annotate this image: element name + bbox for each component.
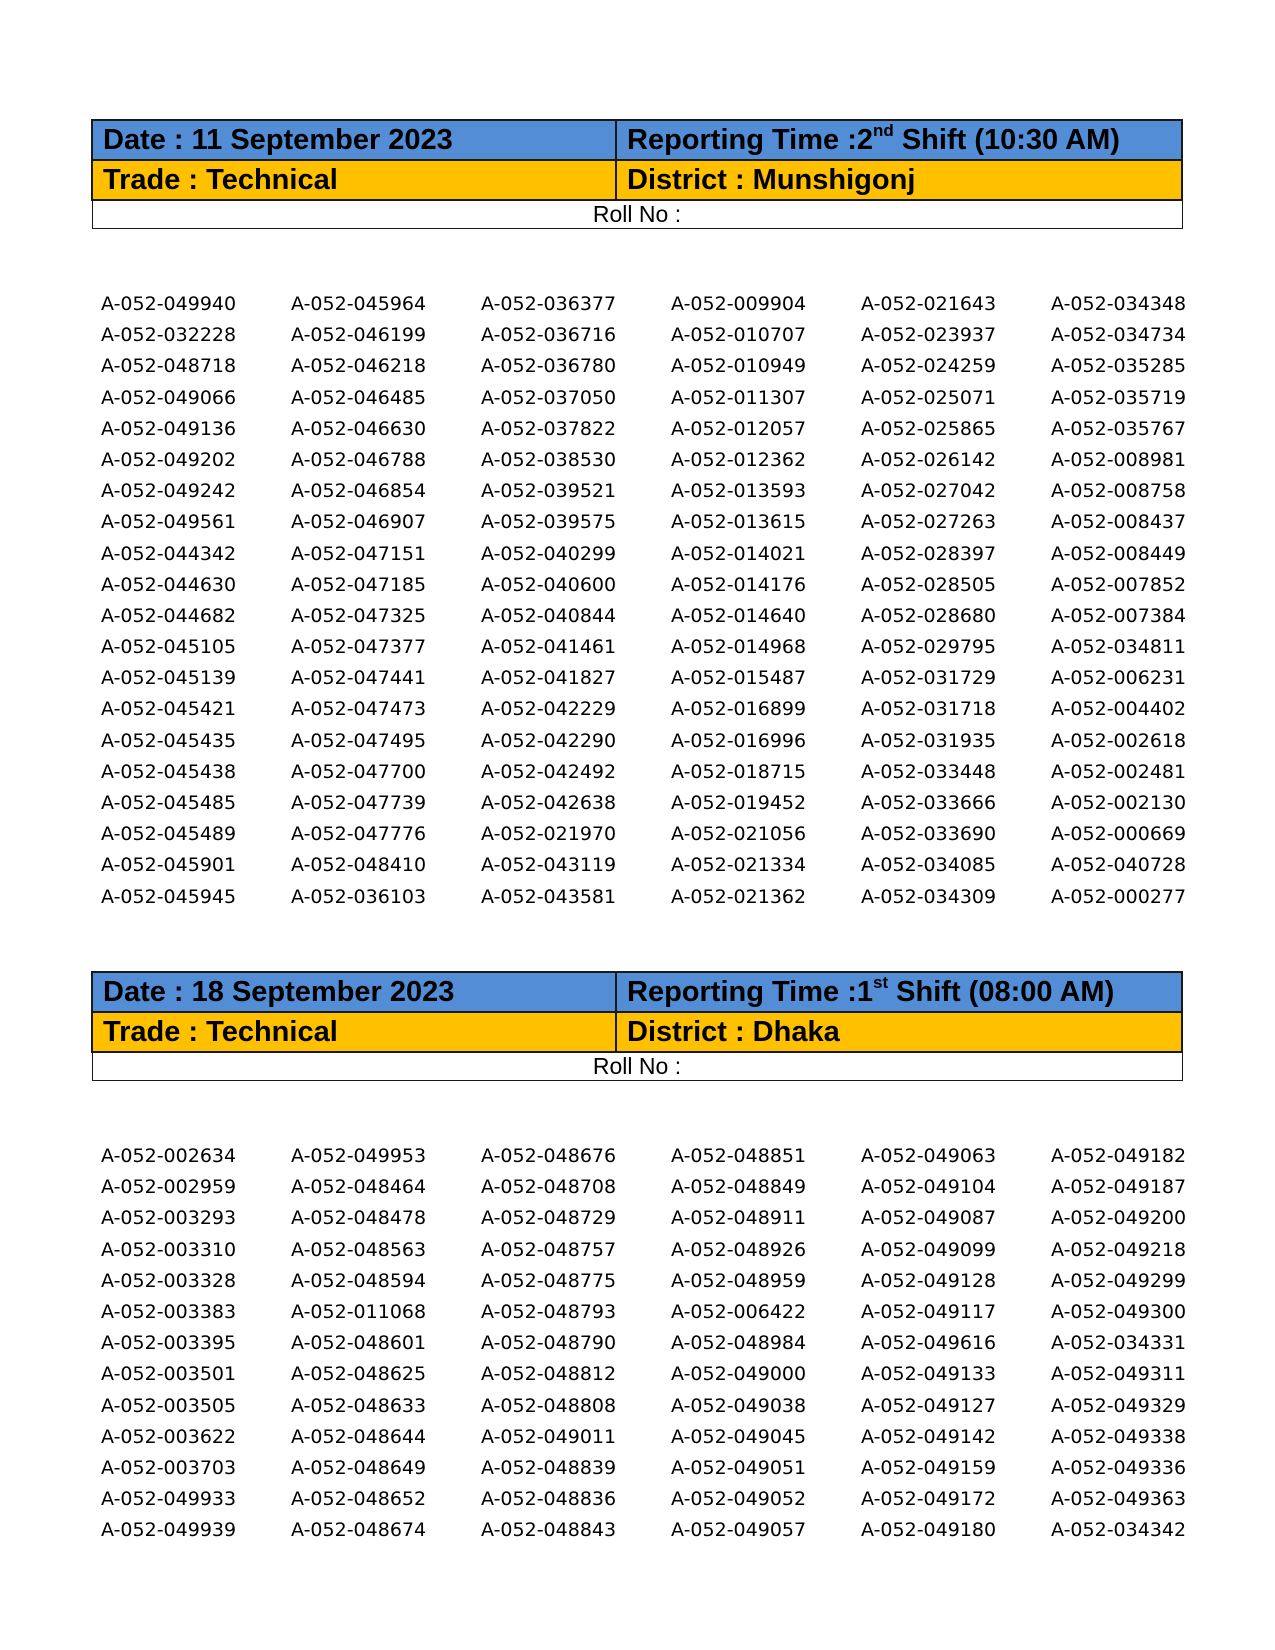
roll-number: A-052-003293 — [101, 1207, 237, 1230]
roll-number: A-052-027263 — [861, 511, 997, 534]
roll-number: A-052-048836 — [481, 1488, 617, 1511]
reporting-time-cell — [616, 120, 1182, 160]
roll-number: A-052-049057 — [671, 1519, 807, 1542]
roll-number: A-052-042290 — [481, 729, 617, 752]
roll-number: A-052-007852 — [1051, 573, 1187, 596]
roll-number: A-052-008449 — [1051, 542, 1187, 565]
roll-number: A-052-048718 — [101, 355, 237, 378]
roll-number: A-052-007384 — [1051, 604, 1187, 627]
roll-number: A-052-049000 — [671, 1363, 807, 1386]
roll-number: A-052-049011 — [481, 1425, 617, 1448]
roll-number: A-052-010949 — [671, 355, 807, 378]
roll-number: A-052-003328 — [101, 1269, 237, 1292]
roll-number: A-052-048839 — [481, 1456, 617, 1479]
roll-number: A-052-049133 — [861, 1363, 997, 1386]
roll-number: A-052-044342 — [101, 542, 237, 565]
roll-number: A-052-024259 — [861, 355, 997, 378]
roll-number: A-052-003622 — [101, 1425, 237, 1448]
roll-number: A-052-003395 — [101, 1332, 237, 1355]
date-label: Date : 18 September 2023 — [103, 975, 455, 1008]
roll-number: A-052-040844 — [481, 604, 617, 627]
trade-label: Trade : Technical — [103, 163, 338, 196]
district-label: District : Munshigonj — [627, 163, 916, 196]
roll-number: A-052-021334 — [671, 854, 807, 877]
roll-number: A-052-041827 — [481, 667, 617, 690]
roll-number: A-052-048594 — [291, 1269, 427, 1292]
roll-number: A-052-012057 — [671, 417, 807, 440]
roll-number: A-052-049933 — [101, 1488, 237, 1511]
roll-number: A-052-039521 — [481, 480, 617, 503]
roll-number: A-052-033690 — [861, 823, 997, 846]
reporting-time-cell — [616, 972, 1182, 1012]
roll-number: A-052-027042 — [861, 480, 997, 503]
roll-number: A-052-040299 — [481, 542, 617, 565]
roll-number: A-052-046218 — [291, 355, 427, 378]
reporting-time-prefix: Reporting Time :2 — [627, 123, 873, 156]
roll-number: A-052-049202 — [101, 448, 237, 471]
roll-number: A-052-034348 — [1051, 293, 1187, 315]
roll-number: A-052-045901 — [101, 854, 237, 877]
roll-number: A-052-049127 — [861, 1394, 997, 1417]
roll-number: A-052-003703 — [101, 1456, 237, 1479]
roll-number: A-052-048464 — [291, 1176, 427, 1199]
roll-number: A-052-049329 — [1051, 1394, 1187, 1417]
trade-cell — [92, 1012, 616, 1052]
roll-number: A-052-048849 — [671, 1176, 807, 1199]
roll-number: A-052-046907 — [291, 511, 427, 534]
roll-number: A-052-021056 — [671, 823, 807, 846]
roll-number: A-052-049242 — [101, 480, 237, 503]
roll-number: A-052-003310 — [101, 1238, 237, 1261]
roll-number: A-052-049939 — [101, 1519, 237, 1542]
roll-number: A-052-049045 — [671, 1425, 807, 1448]
roll-number: A-052-047441 — [291, 667, 427, 690]
roll-number: A-052-048649 — [291, 1456, 427, 1479]
roll-number: A-052-040728 — [1051, 854, 1187, 877]
roll-number: A-052-048843 — [481, 1519, 617, 1542]
roll-number: A-052-016996 — [671, 729, 807, 752]
trade-label: Trade : Technical — [103, 1015, 338, 1048]
roll-number: A-052-046854 — [291, 480, 427, 503]
roll-number: A-052-010707 — [671, 324, 807, 347]
roll-number: A-052-034734 — [1051, 324, 1187, 347]
reporting-time-suffix: Shift (10:30 AM) — [893, 123, 1120, 156]
roll-number: A-052-047739 — [291, 792, 427, 814]
roll-number: A-052-028505 — [861, 573, 997, 596]
date-cell — [92, 972, 616, 1012]
roll-number: A-052-046485 — [291, 386, 427, 409]
roll-number: A-052-045945 — [101, 885, 237, 908]
roll-number: A-052-009904 — [671, 293, 807, 315]
roll-number: A-052-002618 — [1051, 729, 1187, 752]
roll-number: A-052-011068 — [291, 1300, 427, 1323]
roll-number: A-052-049142 — [861, 1425, 997, 1448]
trade-cell — [92, 160, 616, 200]
roll-number: A-052-003383 — [101, 1300, 237, 1323]
roll-number: A-052-049311 — [1051, 1363, 1187, 1386]
roll-number: A-052-012362 — [671, 448, 807, 471]
roll-number: A-052-048652 — [291, 1488, 427, 1511]
roll-number: A-052-041461 — [481, 636, 617, 659]
roll-number: A-052-048674 — [291, 1519, 427, 1542]
roll-number: A-052-036103 — [291, 885, 427, 908]
roll-number: A-052-049338 — [1051, 1425, 1187, 1448]
roll-number: A-052-035285 — [1051, 355, 1187, 378]
roll-number: A-052-002481 — [1051, 760, 1187, 783]
roll-number: A-052-006422 — [671, 1300, 807, 1323]
roll-number: A-052-045435 — [101, 729, 237, 752]
roll-no-label: Roll No : — [92, 1052, 1182, 1081]
roll-number: A-052-016899 — [671, 698, 807, 721]
roll-number: A-052-048625 — [291, 1363, 427, 1386]
roll-number: A-052-008981 — [1051, 448, 1187, 471]
roll-number: A-052-040600 — [481, 573, 617, 596]
roll-number: A-052-049363 — [1051, 1488, 1187, 1511]
roll-number: A-052-034331 — [1051, 1332, 1187, 1355]
roll-number: A-052-028680 — [861, 604, 997, 627]
roll-number: A-052-048984 — [671, 1332, 807, 1355]
reporting-time-prefix: Reporting Time :1 — [627, 975, 873, 1008]
roll-number: A-052-045139 — [101, 667, 237, 690]
roll-number: A-052-046630 — [291, 417, 427, 440]
reporting-time-ordinal: nd — [873, 120, 894, 140]
roll-number: A-052-049066 — [101, 386, 237, 409]
roll-number: A-052-000277 — [1051, 885, 1187, 908]
roll-number: A-052-049136 — [101, 417, 237, 440]
roll-number: A-052-047325 — [291, 604, 427, 627]
roll-number: A-052-034342 — [1051, 1519, 1187, 1542]
roll-number: A-052-048851 — [671, 1145, 807, 1167]
roll-number: A-052-015487 — [671, 667, 807, 690]
roll-number: A-052-034309 — [861, 885, 997, 908]
roll-number: A-052-033448 — [861, 760, 997, 783]
roll-number: A-052-049182 — [1051, 1145, 1187, 1167]
roll-number: A-052-049616 — [861, 1332, 997, 1355]
roll-number: A-052-036377 — [481, 293, 617, 315]
roll-number: A-052-047185 — [291, 573, 427, 596]
roll-number: A-052-047776 — [291, 823, 427, 846]
district-label: District : Dhaka — [627, 1015, 840, 1048]
roll-number: A-052-048790 — [481, 1332, 617, 1355]
roll-number: A-052-049940 — [101, 293, 237, 315]
roll-number: A-052-031729 — [861, 667, 997, 690]
roll-number: A-052-048911 — [671, 1207, 807, 1230]
roll-number: A-052-048757 — [481, 1238, 617, 1261]
roll-number: A-052-049051 — [671, 1456, 807, 1479]
roll-number: A-052-014176 — [671, 573, 807, 596]
roll-number: A-052-043581 — [481, 885, 617, 908]
roll-number: A-052-045105 — [101, 636, 237, 659]
roll-number: A-052-048793 — [481, 1300, 617, 1323]
roll-number: A-052-049218 — [1051, 1238, 1187, 1261]
roll-number: A-052-049159 — [861, 1456, 997, 1479]
roll-number: A-052-003501 — [101, 1363, 237, 1386]
roll-number: A-052-046788 — [291, 448, 427, 471]
roll-number: A-052-048410 — [291, 854, 427, 877]
roll-number: A-052-003505 — [101, 1394, 237, 1417]
roll-number: A-052-047700 — [291, 760, 427, 783]
roll-number: A-052-049180 — [861, 1519, 997, 1542]
roll-number: A-052-004402 — [1051, 698, 1187, 721]
roll-number: A-052-047151 — [291, 542, 427, 565]
roll-number: A-052-048729 — [481, 1207, 617, 1230]
roll-number: A-052-033666 — [861, 792, 997, 814]
schedule-header-1 — [91, 119, 1183, 229]
roll-number: A-052-029795 — [861, 636, 997, 659]
roll-number: A-052-046199 — [291, 324, 427, 347]
roll-number: A-052-048959 — [671, 1269, 807, 1292]
reporting-time-ordinal: st — [873, 972, 889, 992]
roll-number: A-052-045489 — [101, 823, 237, 846]
roll-number: A-052-000669 — [1051, 823, 1187, 846]
roll-number: A-052-013593 — [671, 480, 807, 503]
roll-number: A-052-014968 — [671, 636, 807, 659]
roll-number: A-052-049187 — [1051, 1176, 1187, 1199]
roll-number: A-052-045438 — [101, 760, 237, 783]
roll-number: A-052-048775 — [481, 1269, 617, 1292]
roll-number: A-052-048926 — [671, 1238, 807, 1261]
roll-number: A-052-037822 — [481, 417, 617, 440]
roll-number: A-052-026142 — [861, 448, 997, 471]
roll-number: A-052-049063 — [861, 1145, 997, 1167]
district-cell — [616, 160, 1182, 200]
roll-number: A-052-049104 — [861, 1176, 997, 1199]
roll-number: A-052-044682 — [101, 604, 237, 627]
roll-number: A-052-008758 — [1051, 480, 1187, 503]
roll-number: A-052-006231 — [1051, 667, 1187, 690]
roll-number: A-052-025071 — [861, 386, 997, 409]
roll-number: A-052-048808 — [481, 1394, 617, 1417]
roll-number: A-052-042638 — [481, 792, 617, 814]
date-cell — [92, 120, 616, 160]
roll-number: A-052-045421 — [101, 698, 237, 721]
roll-number: A-052-039575 — [481, 511, 617, 534]
roll-number: A-052-049299 — [1051, 1269, 1187, 1292]
roll-number: A-052-013615 — [671, 511, 807, 534]
roll-number: A-052-049561 — [101, 511, 237, 534]
district-cell — [616, 1012, 1182, 1052]
roll-number: A-052-014640 — [671, 604, 807, 627]
roll-number: A-052-042229 — [481, 698, 617, 721]
roll-number: A-052-021362 — [671, 885, 807, 908]
roll-number: A-052-021970 — [481, 823, 617, 846]
roll-number: A-052-025865 — [861, 417, 997, 440]
roll-number: A-052-037050 — [481, 386, 617, 409]
roll-number: A-052-035719 — [1051, 386, 1187, 409]
roll-number: A-052-031935 — [861, 729, 997, 752]
roll-number: A-052-049172 — [861, 1488, 997, 1511]
date-label: Date : 11 September 2023 — [103, 123, 453, 156]
roll-number: A-052-049300 — [1051, 1300, 1187, 1323]
roll-number: A-052-048644 — [291, 1425, 427, 1448]
roll-number: A-052-038530 — [481, 448, 617, 471]
roll-number-grid-2 — [101, 1141, 1211, 1546]
roll-number: A-052-048676 — [481, 1145, 617, 1167]
roll-number: A-052-021643 — [861, 293, 997, 315]
roll-number: A-052-011307 — [671, 386, 807, 409]
roll-number-grid-1 — [101, 289, 1211, 913]
roll-number: A-052-048708 — [481, 1176, 617, 1199]
roll-number: A-052-049953 — [291, 1145, 427, 1167]
roll-number: A-052-035767 — [1051, 417, 1187, 440]
roll-number: A-052-031718 — [861, 698, 997, 721]
roll-no-label: Roll No : — [92, 200, 1182, 229]
roll-number: A-052-018715 — [671, 760, 807, 783]
roll-number: A-052-002634 — [101, 1145, 237, 1167]
roll-number: A-052-049117 — [861, 1300, 997, 1323]
roll-number: A-052-045964 — [291, 293, 427, 315]
roll-number: A-052-019452 — [671, 792, 807, 814]
roll-number: A-052-034085 — [861, 854, 997, 877]
roll-number: A-052-034811 — [1051, 636, 1187, 659]
roll-number: A-052-049052 — [671, 1488, 807, 1511]
roll-number: A-052-049336 — [1051, 1456, 1187, 1479]
roll-number: A-052-048601 — [291, 1332, 427, 1355]
roll-number: A-052-048563 — [291, 1238, 427, 1261]
roll-number: A-052-048478 — [291, 1207, 427, 1230]
roll-number: A-052-048633 — [291, 1394, 427, 1417]
roll-number: A-052-008437 — [1051, 511, 1187, 534]
schedule-header-2 — [91, 971, 1183, 1081]
roll-number: A-052-002959 — [101, 1176, 237, 1199]
roll-number: A-052-047473 — [291, 698, 427, 721]
roll-number: A-052-049087 — [861, 1207, 997, 1230]
roll-number: A-052-047377 — [291, 636, 427, 659]
roll-number: A-052-049038 — [671, 1394, 807, 1417]
roll-number: A-052-049099 — [861, 1238, 997, 1261]
roll-number: A-052-032228 — [101, 324, 237, 347]
roll-number: A-052-036716 — [481, 324, 617, 347]
roll-number: A-052-002130 — [1051, 792, 1187, 814]
roll-number: A-052-023937 — [861, 324, 997, 347]
reporting-time-suffix: Shift (08:00 AM) — [888, 975, 1115, 1008]
roll-number: A-052-045485 — [101, 792, 237, 814]
roll-number: A-052-047495 — [291, 729, 427, 752]
roll-number: A-052-049128 — [861, 1269, 997, 1292]
roll-number: A-052-043119 — [481, 854, 617, 877]
roll-number: A-052-049200 — [1051, 1207, 1187, 1230]
roll-number: A-052-048812 — [481, 1363, 617, 1386]
roll-number: A-052-028397 — [861, 542, 997, 565]
roll-number: A-052-044630 — [101, 573, 237, 596]
roll-number: A-052-036780 — [481, 355, 617, 378]
roll-number: A-052-014021 — [671, 542, 807, 565]
roll-number: A-052-042492 — [481, 760, 617, 783]
